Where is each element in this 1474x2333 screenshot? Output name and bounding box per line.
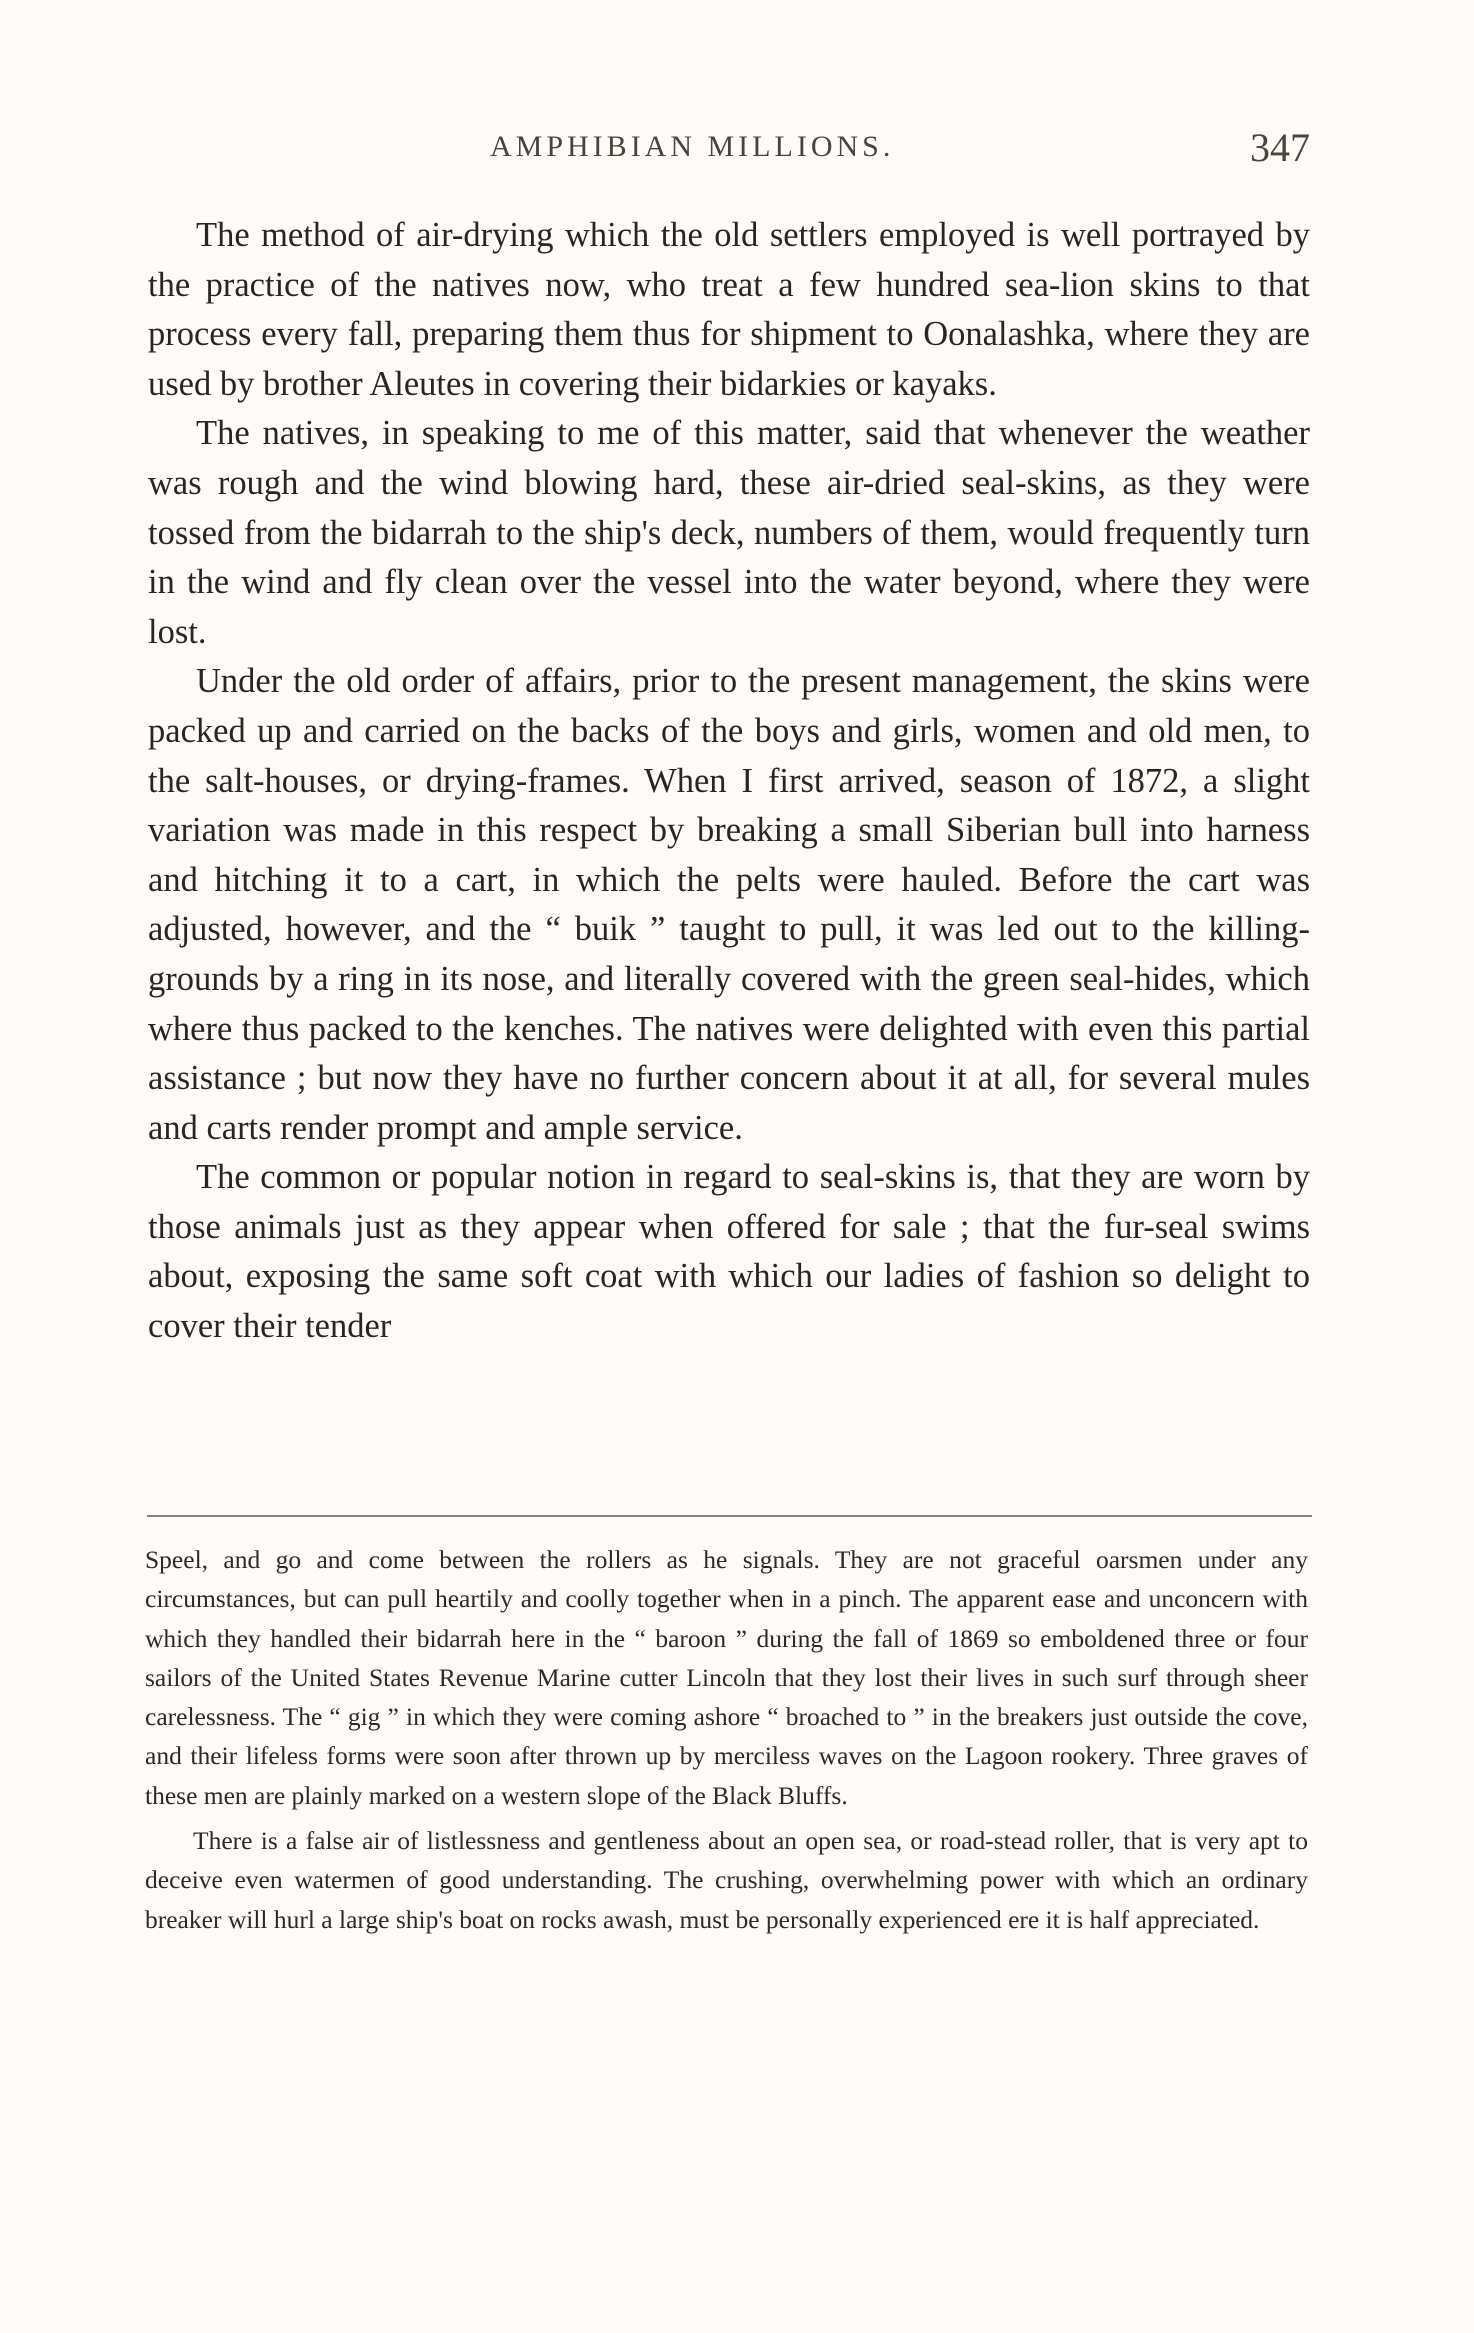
footnotes xyxy=(145,1540,1308,1939)
footnote-divider xyxy=(147,1515,1312,1517)
paragraph-natives-speaking: The natives, in speaking to me of this matter, said that whenever the weather was rough and the wind blowing hard, these air-dried seal-skins, as they were tossed from the bidarrah to the ship's deck, numbers of them, would frequently turn in the wind and fly clean over the vessel into the water beyond, where they were lost. xyxy=(148,414,1310,651)
running-head: AMPHIBIAN MILLIONS. xyxy=(490,130,895,163)
footnote-roller: There is a false air of listlessness and gentleness about an open sea, or road-stead roller, that is very apt to deceive even watermen of good understanding. The crushing, overwhelming power with which an ordinary breaker will hurl a large ship's boat on rocks awash, must be personally experienced ere it is half appreciated. xyxy=(145,1826,1308,1934)
paragraph-air-drying: The method of air-drying which the old settlers employed is well portrayed by the practice of the natives now, who treat a few hundred sea-lion skins to that process every fall, preparing them thus for shipment to Oonalashka, where they are used by brother Aleutes in covering their bidarkies or kayaks. xyxy=(148,216,1310,403)
paragraph-popular-notion: The common or popular notion in regard to seal-skins is, that they are worn by those animals just as they appear when offered for sale ; that the fur-seal swims about, exposing the same soft coat with which our ladies of fashion so delight to cover their tender xyxy=(148,1158,1310,1346)
body-text xyxy=(148,211,1310,1352)
page-number: 347 xyxy=(1250,125,1310,170)
paragraph-old-order: Under the old order of affairs, prior to the present management, the skins were packed up and carried on the backs of the boys and girls, women and old men, to the salt-houses, or drying-frames. When I first arrived, season of 1872, a slight variation was made in this respect by breaking a small Siberian bull into harness and hitching it to a cart, in which the pelts were hauled. Before the cart was adjusted, however, and the “ buik ” taught to pull, it was led out to the killing-grounds by a ring in its nose, and literally covered with the green seal-hides, which where thus packed to the kenches. The natives were delighted with even this partial assistance ; but now they have no further concern about it at all, for several mules and carts render prompt and ample service. xyxy=(148,662,1310,1147)
footnote-continuation: Speel, and go and come between the rollers as he signals. They are not graceful oarsmen under any circumstances, but can pull heartily and coolly together when in a pinch. The apparent ease and unconcern with which they handled their bidarrah here in the “ baroon ” during the fall of 1869 so emboldened three or four sailors of the United States Revenue Marine cutter Lincoln that they lost their lives in such surf through sheer carelessness. The “ gig ” in which they were coming ashore “ broached to ” in the breakers just outside the cove, and their lifeless forms were soon after thrown up by merciless waves on the Lagoon rookery. Three graves of these men are plainly marked on a western slope of the Black Bluffs. xyxy=(145,1545,1308,1810)
